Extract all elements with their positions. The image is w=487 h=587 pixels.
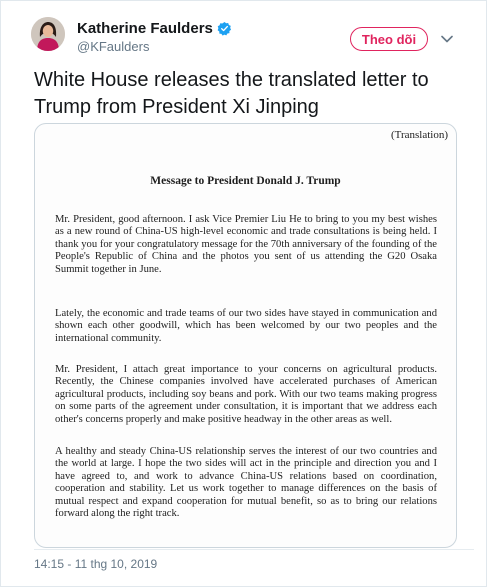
letter-paragraph: A healthy and steady China-US relationship serves the interest of our two countries and the world at large. I hope the two sides will act in the principle and direction you and I have agreed to, and work to advance China-US relations based on coordination, cooperation and stability. Let us work together to manage differences on the basis of mutual respect and expand cooperation for mutual benefit, so as to bring our relations forward along the right track.: [55, 446, 437, 520]
letter-image[interactable]: [34, 123, 457, 548]
divider: [34, 549, 474, 550]
timestamp[interactable]: 14:15 - 11 thg 10, 2019: [34, 557, 158, 571]
letter-paragraph: Mr. President, I attach great importance to your concerns on agricultural products. Recently, the Chinese companies involved have accelerated purchases of American agricultural products, including soy beans and pork. With our two teams making progress on some parts of the agreement under consultation, it is important that we address each other's concerns properly and make positive headway in the other areas as well.: [55, 364, 437, 425]
tweet-text: White House releases the translated letter to Trump from President Xi Jinping: [34, 69, 429, 118]
author-name[interactable]: Katherine Faulders: [77, 20, 232, 37]
chevron-down-icon[interactable]: [441, 35, 453, 43]
follow-button[interactable]: Theo dõi: [350, 27, 428, 51]
verified-badge-icon: [217, 21, 232, 36]
translation-note: (Translation): [390, 129, 448, 141]
avatar[interactable]: [31, 17, 65, 51]
letter-paragraph: Lately, the economic and trade teams of our two sides have stayed in communication and shown each other goodwill, which has been welcomed by our two peoples and the international community.: [55, 308, 437, 344]
author-handle[interactable]: @KFaulders: [77, 39, 150, 54]
letter-title: Message to President Donald J. Trump: [150, 175, 341, 187]
letter-paragraph: Mr. President, good afternoon. I ask Vice Premier Liu He to bring to you my best wishes as a new round of China-US high-level economic and trade consultations is being held. I thank you for your congratulatory message for the 70th anniversary of the founding of the People's Republic of China and the photos you sent of us attending the G20 Osaka Summit together in June.: [55, 214, 437, 275]
